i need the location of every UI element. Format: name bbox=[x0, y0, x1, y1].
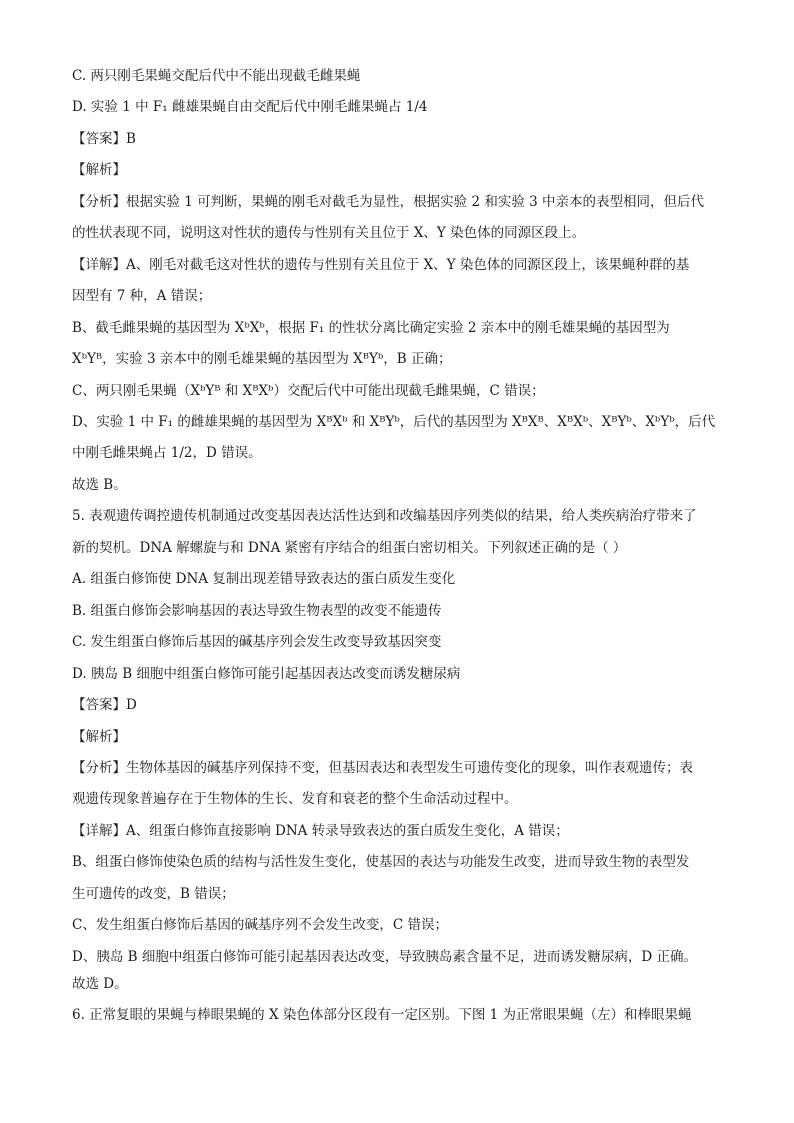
q4-xiangjie-line-1: 【详解】A、刚毛对截毛这对性状的遗传与性别有关且位于 X、Y 染色体的同源区段上，该果蝇种群的基 bbox=[72, 257, 690, 273]
q4-fenxi-line-2: 的性状表现不同，说明这对性状的遗传与性别有关且位于 X、Y 染色体的同源区段上。 bbox=[72, 225, 586, 241]
q4-analysis-heading: 【解析】 bbox=[72, 162, 126, 178]
q5-fenxi-line-1: 【分析】生物体基因的碱基序列保持不变，但基因表达和表型发生可遗传变化的现象，叫作表观遗传；表 bbox=[72, 760, 693, 776]
q4-xiangjie-line-5: C、两只刚毛果蝇（XᵇYᴮ 和 XᴮXᵇ）交配后代中可能出现截毛雌果蝇，C 错误； bbox=[72, 383, 545, 399]
q4-xiangjie-line-2: 因型有 7 种，A 错误； bbox=[72, 288, 212, 304]
q5-option-a: A. 组蛋白修饰使 DNA 复制出现差错导致表达的蛋白质发生变化 bbox=[72, 571, 456, 587]
q5-stem-line-2: 新的契机。DNA 解螺旋与和 DNA 紧密有序结合的组蛋白密切相关。下列叙述正确的是（ ） bbox=[72, 540, 627, 556]
q5-choose: 故选 D。 bbox=[72, 976, 128, 992]
q5-xiangjie-line-5: D、胰岛 B 细胞中组蛋白修饰可能引起基因表达改变，导致胰岛素含量不足，进而诱发糖尿病，D 正确。 bbox=[72, 949, 697, 965]
q5-option-c: C. 发生组蛋白修饰后基因的碱基序列会发生改变导致基因突变 bbox=[72, 634, 442, 650]
q4-xiangjie-line-4: XᵇYᴮ，实验 3 亲本中的刚毛雄果蝇的基因型为 XᴮYᵇ，B 正确； bbox=[72, 351, 452, 367]
q5-xiangjie-line-4: C、发生组蛋白修饰后基因的碱基序列不会发生改变，C 错误； bbox=[72, 917, 448, 933]
q4-xiangjie-line-7: 中刚毛雌果蝇占 1/2，D 错误。 bbox=[72, 445, 262, 461]
q4-choose: 故选 B。 bbox=[72, 477, 127, 493]
q5-stem-line-1: 5. 表观遗传调控遗传机制通过改变基因表达活性达到和改编基因序列类似的结果，给人类疾病治疗带来了 bbox=[72, 508, 697, 524]
q6-stem-line-1: 6. 正常复眼的果蝇与棒眼果蝇的 X 染色体部分区段有一定区别。下图 1 为正常眼果蝇（左）和棒眼果蝇 bbox=[72, 1007, 692, 1023]
q5-answer: 【答案】D bbox=[72, 697, 137, 713]
q4-fenxi-line-1: 【分析】根据实验 1 可判断，果蝇的刚毛对截毛为显性，根据实验 2 和实验 3 中亲本的表型相同，但后代 bbox=[72, 194, 705, 210]
q5-option-d: D. 胰岛 B 细胞中组蛋白修饰可能引起基因表达改变而诱发糖尿病 bbox=[72, 666, 461, 682]
q4-xiangjie-line-3: B、截毛雌果蝇的基因型为 XᵇXᵇ，根据 F₁ 的性状分离比确定实验 2 亲本中的刚毛雄果蝇的基因型为 bbox=[72, 320, 670, 336]
q5-xiangjie-line-1: 【详解】A、组蛋白修饰直接影响 DNA 转录导致表达的蛋白质发生变化，A 错误； bbox=[72, 823, 569, 839]
q5-fenxi-line-2: 观遗传现象普遍存在于生物体的生长、发育和衰老的整个生命活动过程中。 bbox=[72, 791, 518, 807]
q4-option-d: D. 实验 1 中 F₁ 雌雄果蝇自由交配后代中刚毛雌果蝇占 1/4 bbox=[72, 99, 428, 115]
q5-option-b: B. 组蛋白修饰会影响基因的表达导致生物表型的改变不能遗传 bbox=[72, 603, 442, 619]
q5-xiangjie-line-3: 生可遗传的改变，B 错误； bbox=[72, 886, 235, 902]
q4-xiangjie-line-6: D、实验 1 中 F₁ 的雌雄果蝇的基因型为 XᴮXᵇ 和 XᴮYᵇ，后代的基因型为 XᴮXᴮ、XᴮXᵇ、XᴮYᵇ、XᵇYᵇ，后代 bbox=[72, 414, 716, 430]
q4-answer: 【答案】B bbox=[72, 131, 136, 147]
q5-xiangjie-line-2: B、组蛋白修饰使染色质的结构与活性发生变化，使基因的表达与功能发生改变，进而导致生物的表型发 bbox=[72, 854, 690, 870]
q5-analysis-heading: 【解析】 bbox=[72, 729, 126, 745]
q4-option-c: C. 两只刚毛果蝇交配后代中不能出现截毛雌果蝇 bbox=[72, 68, 361, 84]
